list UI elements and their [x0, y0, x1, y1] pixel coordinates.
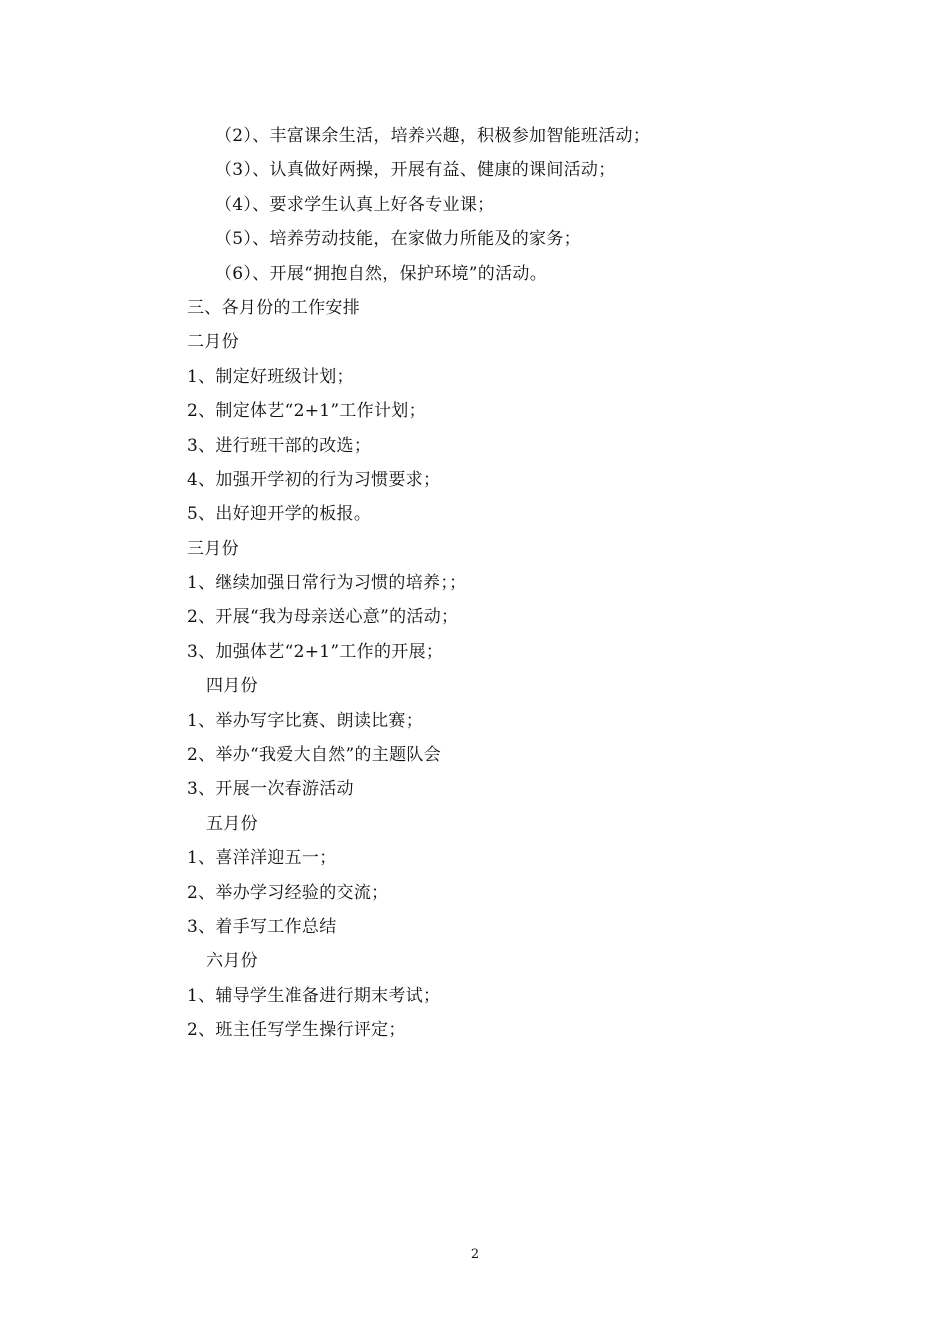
list-item: 3、加强体艺“2+1”工作的开展；	[187, 641, 444, 662]
list-item: 1、举办写字比赛、朗读比赛；	[187, 710, 424, 731]
list-item: 3、开展一次春游活动	[187, 779, 354, 800]
month-heading-march: 三月份	[187, 538, 239, 559]
sub-item-3: （3）、认真做好两操，开展有益、健康的课间活动；	[215, 160, 616, 181]
document-body	[187, 119, 787, 1048]
list-item: 3、进行班干部的改选；	[187, 435, 372, 456]
month-heading-may: 五月份	[206, 813, 258, 834]
list-item: 2、制定体艺“2+1”工作计划；	[187, 401, 426, 422]
list-item: 2、开展“我为母亲送心意”的活动；	[187, 607, 459, 628]
list-item: 5、出好迎开学的板报。	[187, 504, 372, 525]
list-item: 2、举办“我爱大自然”的主题队会	[187, 745, 441, 766]
list-item: 1、继续加强日常行为习惯的培养；；	[187, 573, 467, 594]
list-item: 1、辅导学生准备进行期末考试；	[187, 985, 441, 1006]
month-heading-april: 四月份	[206, 676, 258, 697]
sub-item-2: （2）、丰富课余生活，培养兴趣，积极参加智能班活动；	[215, 126, 651, 146]
month-heading-february: 二月份	[187, 332, 239, 353]
page-number: 2	[470, 1247, 480, 1262]
list-item: 2、班主任写学生操行评定；	[187, 1020, 406, 1041]
list-item: 1、制定好班级计划；	[187, 366, 354, 387]
list-item: 3、着手写工作总结	[187, 916, 337, 937]
list-item: 1、喜洋洋迎五一；	[187, 848, 337, 869]
sub-item-4: （4）、要求学生认真上好各专业课；	[215, 194, 495, 215]
sub-item-6: （6）、开展“拥抱自然，保护环境”的活动。	[215, 263, 547, 284]
list-item: 2、举办学习经验的交流；	[187, 882, 389, 903]
month-heading-june: 六月份	[206, 951, 258, 972]
section-heading: 三、各月份的工作安排	[187, 297, 360, 318]
list-item: 4、加强开学初的行为习惯要求；	[187, 469, 441, 490]
sub-item-5: （5）、培养劳动技能，在家做力所能及的家务；	[215, 229, 581, 250]
